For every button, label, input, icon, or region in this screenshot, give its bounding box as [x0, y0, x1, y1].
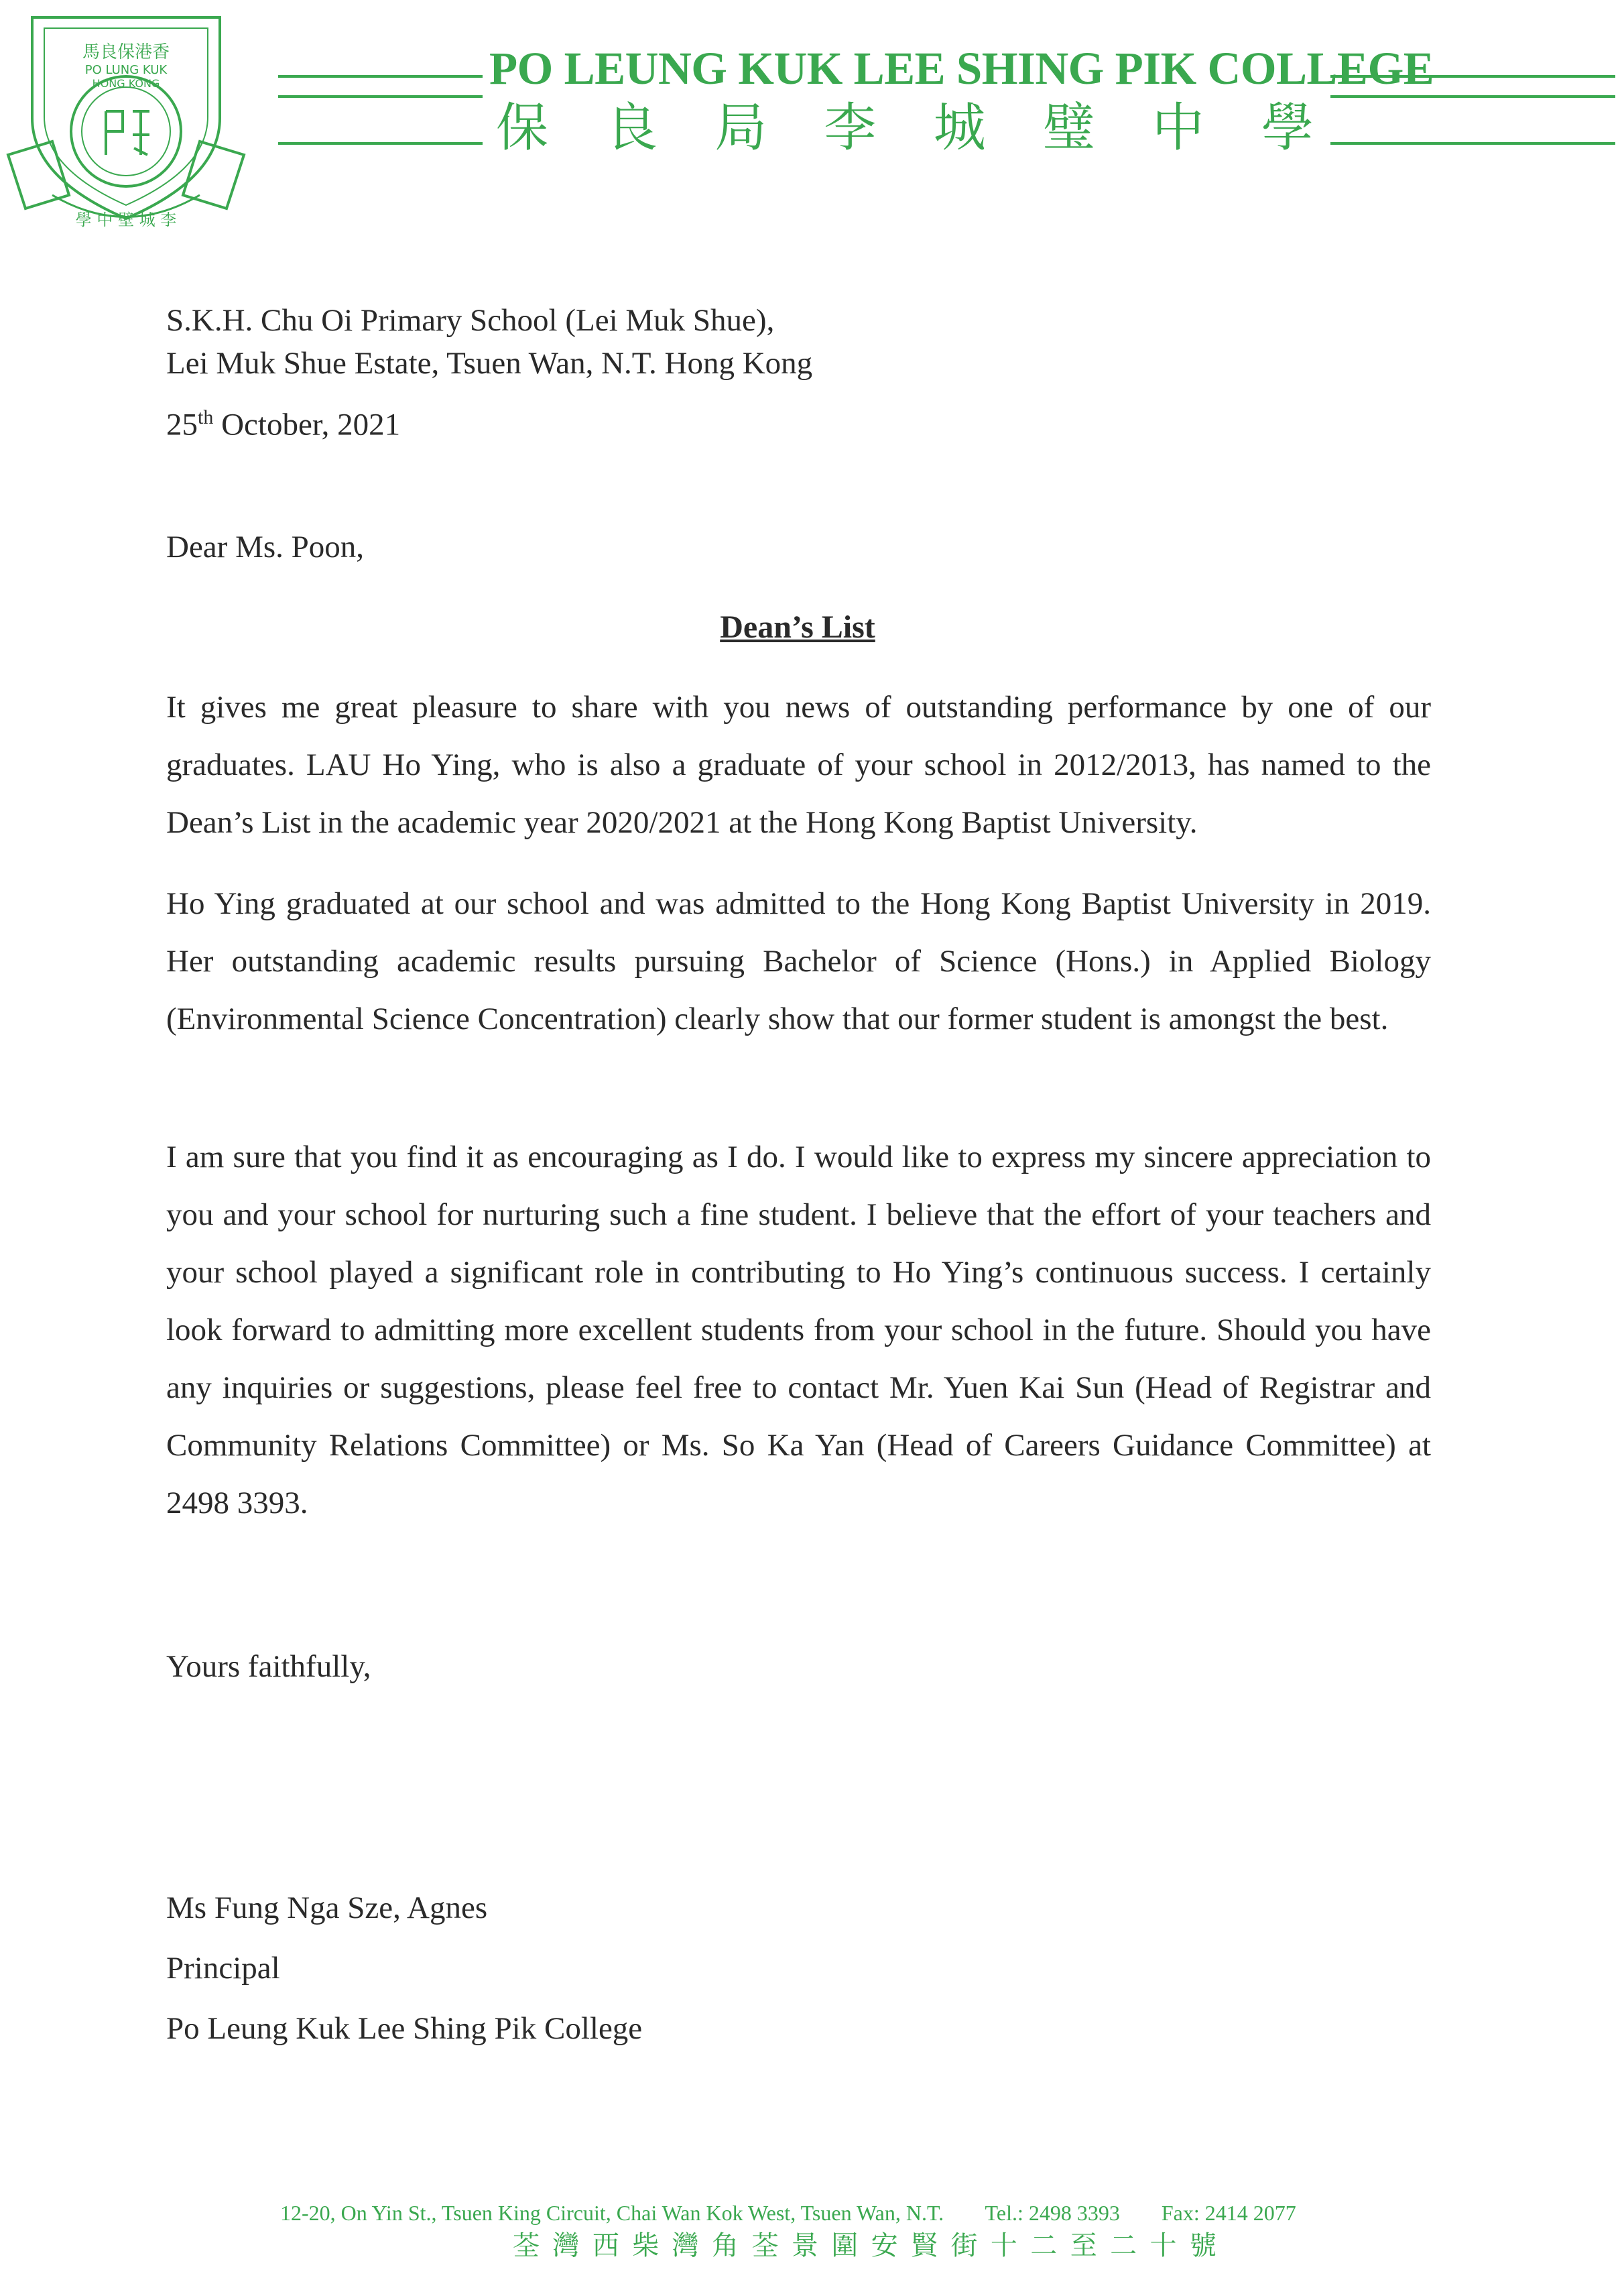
school-name-zh-char: 李: [824, 99, 877, 157]
school-name-zh-char: 璧: [1042, 99, 1095, 157]
crest-text-hk: HONG KONG: [92, 77, 160, 90]
footer-zh-char: 二: [1030, 2230, 1058, 2260]
footer-zh-char: 景: [791, 2230, 818, 2260]
crest-text-top: 馬良保港香: [82, 42, 170, 62]
crest-text-en: PO LUNG KUK: [84, 63, 168, 77]
school-name-zh-char: 城: [933, 99, 986, 157]
body-paragraph-2: Ho Ying graduated at our school and was admitted to the Hong Kong Baptist University in 2019. Her outstanding academic results pursuing Bachelor of Science (Hons.) in Applied Biology (Environmental Science Concentration) clearly show that our former student is amongst the best.: [166, 886, 1431, 1036]
school-name-chinese: [496, 99, 1314, 157]
header-rule-left-top: [278, 75, 483, 78]
header-rule-right-bottom: [1330, 95, 1615, 98]
school-name-zh-char: 中: [1151, 99, 1204, 157]
footer-zh-char: 荃: [513, 2230, 540, 2260]
date-day: 25: [166, 407, 198, 442]
body-paragraph-1: It gives me great pleasure to share with you news of outstanding performance by one of our graduates. LAU Ho Ying, who is also a graduate of your school in 2012/2013, has named to the Dean’s List in the academic year 2020/2021 at the Hong Kong Baptist University.: [166, 690, 1431, 840]
footer-zh-char: 十: [1149, 2230, 1177, 2260]
footer-zh-char: 號: [1189, 2230, 1216, 2260]
footer-zh-char: 西: [592, 2230, 619, 2260]
school-crest-logo: [5, 4, 247, 242]
footer-zh-char: 十: [990, 2230, 1017, 2260]
school-name-zh-char: 保: [496, 99, 549, 157]
header-rule-right-third: [1330, 142, 1615, 145]
header-rule-left-third: [278, 142, 483, 145]
recipient-line-1: S.K.H. Chu Oi Primary School (Lei Muk Shue),: [166, 303, 775, 338]
school-name-zh-char: 局: [714, 99, 767, 157]
footer-tel: Tel.: 2498 3393: [985, 2201, 1120, 2225]
recipient-line-2: Lei Muk Shue Estate, Tsuen Wan, N.T. Hong Kong: [166, 346, 813, 381]
school-name-english: PO LEUNG KUK LEE SHING PIK COLLEGE: [489, 43, 1434, 94]
salutation: Dear Ms. Poon,: [166, 530, 365, 564]
footer-fax: Fax: 2414 2077: [1161, 2201, 1296, 2225]
school-name-zh-char: 學: [1261, 99, 1314, 157]
footer-zh-char: 荃: [751, 2230, 779, 2260]
footer-zh-char: 灣: [672, 2230, 699, 2260]
school-name-zh-char: 良: [605, 99, 658, 157]
body-paragraph-3: I am sure that you find it as encouraging as I do. I would like to express my sincere appreciation to you and your school for nurturing such a fine student. I believe that the effort of your teachers and your school played a significant role in contributing to Ho Ying’s continuous success. I certainly look forward to admitting more excellent students from your school in the future. Should you have any inquiries or suggestions, please feel free to contact Mr. Yuen Kai Sun (Head of Registrar and Community Relations Committee) or Ms. So Ka Yan (Head of Careers Guidance Committee) at 2498 3393.: [166, 1140, 1431, 1520]
footer-address-zh: [513, 2224, 1216, 2262]
letter-date: [166, 406, 400, 444]
footer-zh-char: 柴: [632, 2230, 660, 2260]
date-suffix: th: [198, 406, 214, 428]
header-rule-left-bottom: [278, 95, 483, 98]
footer-zh-char: 圍: [831, 2230, 859, 2260]
footer-zh-char: 賢: [911, 2230, 938, 2260]
footer-zh-char: 街: [950, 2230, 978, 2260]
letter-title: Dean’s List: [720, 609, 875, 645]
footer-zh-char: 安: [871, 2230, 898, 2260]
crest-text-bottom: 學 中 壁 城 李: [75, 210, 177, 229]
footer-zh-char: 至: [1070, 2230, 1097, 2260]
footer-address-en: 12-20, On Yin St., Tsuen King Circuit, Chai Wan Kok West, Tsuen Wan, N.T.: [280, 2201, 944, 2225]
date-rest: October, 2021: [213, 407, 401, 442]
signatory-organization: Po Leung Kuk Lee Shing Pik College: [166, 2011, 643, 2046]
footer-zh-char: 灣: [552, 2230, 580, 2260]
signatory-role: Principal: [166, 1951, 280, 1986]
footer-zh-char: 角: [712, 2230, 739, 2260]
signatory-name: Ms Fung Nga Sze, Agnes: [166, 1890, 488, 1925]
closing: Yours faithfully,: [166, 1649, 371, 1684]
footer-contact: [280, 2201, 1332, 2226]
footer-zh-char: 二: [1110, 2230, 1137, 2260]
